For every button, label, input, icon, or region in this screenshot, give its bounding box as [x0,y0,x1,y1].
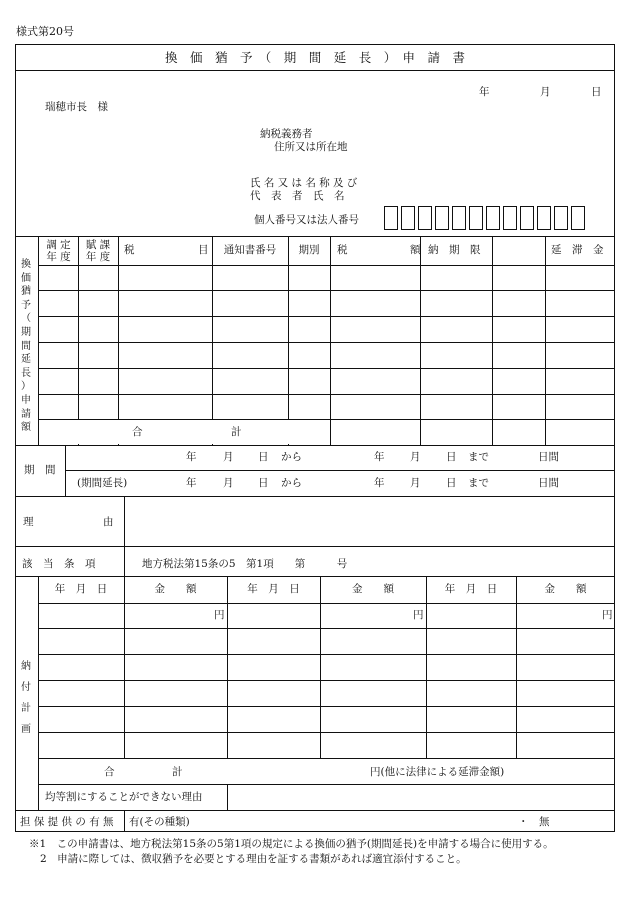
to-suffix: まで [468,477,489,489]
collateral-none: ・ 無 [518,816,550,828]
section-rule [15,546,615,547]
col-line [212,236,213,445]
to-year: 年 [374,451,385,463]
section-label-char: 期 [21,326,31,338]
id-number-box[interactable] [469,206,483,230]
section-label-deferral-amount [17,258,35,435]
header-due-date: 納 期 限 [428,244,481,256]
plan-label-char: 画 [21,724,31,735]
section-label-char: 延 [21,354,31,366]
id-number-box[interactable] [486,206,500,230]
section-label-char: 額 [21,422,31,434]
to-year: 年 [374,477,385,489]
col-line [38,236,39,445]
yen-unit: 円 [214,609,225,621]
id-number-box[interactable] [401,206,415,230]
section-rule [15,810,615,811]
section-label-char: 請 [21,408,31,420]
total-label-2: 計 [231,426,242,438]
total-label-1: 合 [132,426,143,438]
col-line [545,236,546,445]
id-number-box[interactable] [418,206,432,230]
clause-label: 該 当 条 項 [22,558,96,570]
id-number-box[interactable] [554,206,568,230]
plan-total-note: 円(他に法律による延滞金額) [370,766,505,778]
table-row-line [38,368,615,369]
from-year: 年 [186,451,197,463]
plan-label-char: 納 [21,661,31,672]
col-line [124,546,125,576]
header-zeimoku-2: 目 [198,244,209,256]
extension-label: (期間延長) [77,477,128,489]
header-delinquency: 延 滞 金 [551,244,604,256]
period-label: 期 間 [24,464,56,476]
col-line [288,236,289,445]
note-2: 2 申請に際しては、徴収猶予を必要とする理由を証する書類があれば適宜添付すること。 [40,853,467,865]
col-line [330,236,331,445]
days-label: 日間 [538,451,559,463]
col-line [492,236,493,445]
id-number-box[interactable] [384,206,398,230]
plan-col-date: 年 月 日 [444,583,498,595]
id-number-box[interactable] [571,206,585,230]
reason-label-2: 由 [103,516,114,528]
name-label-2: 代 表 者 氏 名 [250,190,345,202]
col-line [124,576,125,758]
taxpayer-label: 納税義務者 [260,128,313,140]
plan-col-amount: 金 額 [154,583,197,595]
date-day: 日 [591,86,602,98]
form-title: 換 価 猶 予 （ 期 間 延 長 ） 申 請 書 [164,50,465,65]
from-month: 月 [223,477,234,489]
to-suffix: まで [468,451,489,463]
col-line [78,236,79,445]
section-rule [15,576,615,577]
section-label-char: 申 [21,394,31,406]
form-number: 様式第20号 [16,25,74,38]
col-line [420,236,421,445]
section-label-char: 予 [21,299,31,311]
days-label: 日間 [538,477,559,489]
name-label-1: 氏 名 又 は 名 称 及 び [250,177,358,189]
header-zeigaku-1: 税 [337,244,348,256]
collateral-type: 有(その種類) [129,816,190,828]
col-line [118,236,119,445]
from-day: 日 [258,477,269,489]
header-fuka-1: 賦 課 [85,239,111,251]
col-line [227,576,228,758]
header-zeigaku-2: 額 [410,244,421,256]
section-label-char: 価 [21,272,31,284]
table-row-line [38,290,615,291]
plan-col-date: 年 月 日 [54,583,108,595]
yen-unit: 円 [413,609,424,621]
table-row-line [38,394,615,395]
plan-total-label-1: 合 [104,766,115,778]
header-choutei-1: 調 定 [46,239,71,251]
from-day: 日 [258,451,269,463]
plan-total-line [38,784,615,785]
from-month: 月 [223,451,234,463]
id-number-box[interactable] [503,206,517,230]
header-fuka-2: 年 度 [85,251,111,263]
yen-unit: 円 [602,609,613,621]
period-mid-line [65,470,615,471]
date-month: 月 [540,86,551,98]
collateral-label: 担 保 提 供 の 有 無 [20,816,114,828]
id-number-label: 個人番号又は法人番号 [254,214,359,226]
id-number-box[interactable] [537,206,551,230]
section-rule [15,445,615,446]
date-year: 年 [479,86,490,98]
col-line [320,576,321,758]
header-notice-number: 通知書番号 [223,244,277,256]
section-label-char: 長 [21,367,31,379]
plan-label-char: 計 [21,703,31,714]
section-label-char: 間 [21,340,31,352]
table-row-line [38,316,615,317]
col-line [38,576,39,810]
col-line [65,445,66,496]
note-1: ※1 この申請書は、地方税法第15条の5第1項の規定による換価の猶予(期間延長)を申請する場合に使用する。 [29,838,554,850]
address-label: 住所又は所在地 [274,141,348,153]
plan-col-date: 年 月 日 [247,583,300,595]
section-label-char: ） [21,381,31,393]
id-number-box[interactable] [452,206,466,230]
table-row-line [38,265,615,266]
col-line [124,810,125,832]
section-label-char: （ [21,313,31,325]
plan-col-amount: 金 額 [544,583,587,595]
id-number-box[interactable] [520,206,534,230]
table-row-line [38,342,615,343]
to-month: 月 [410,451,421,463]
to-month: 月 [410,477,421,489]
col-line [124,496,125,546]
col-line [516,576,517,758]
header-period: 期別 [298,244,320,256]
plan-total-label-2: 計 [172,766,183,778]
section-label-char: 換 [21,259,31,270]
header-choutei-2: 年 度 [46,251,71,263]
section-rule [15,496,615,497]
total-row-merge [39,420,329,444]
title-rule [15,70,615,71]
plan-col-amount: 金 額 [352,583,394,595]
unequal-reason-label: 均等割にすることができない理由 [45,791,203,803]
clause-text: 地方税法第15条の5 第1項 第 号 [142,558,348,570]
col-line [227,784,228,810]
id-number-box[interactable] [435,206,449,230]
section-label-payment-plan [17,656,35,740]
plan-label-char: 付 [21,682,31,693]
plan-row-line [38,758,615,759]
to-day: 日 [446,451,457,463]
from-year: 年 [186,477,197,489]
to-day: 日 [446,477,457,489]
header-rule [15,236,615,237]
header-zeimoku-1: 税 [124,244,135,256]
from-suffix: から [281,477,302,489]
reason-label-1: 理 [23,516,34,528]
col-line [426,576,427,758]
from-suffix: から [281,451,302,463]
addressee: 瑞穂市長 様 [45,101,108,113]
section-label-char: 猶 [21,286,31,298]
